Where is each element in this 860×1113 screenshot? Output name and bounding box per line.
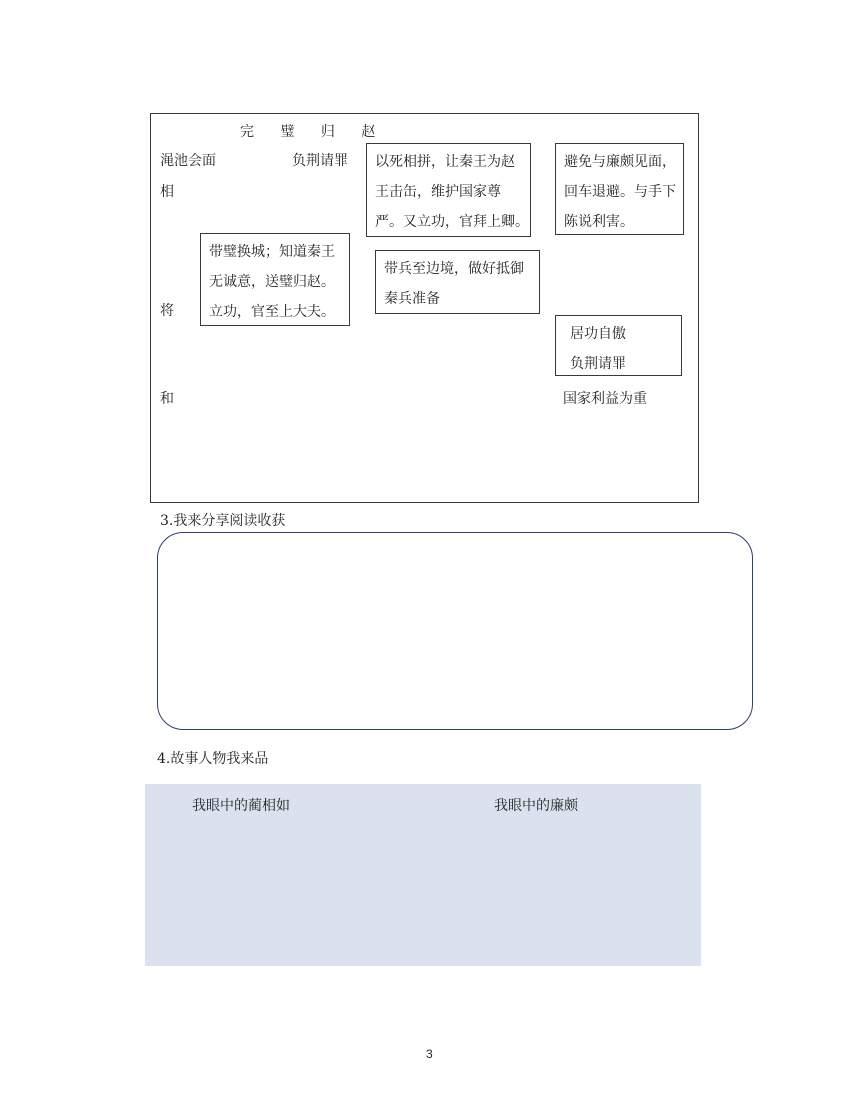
box-line: 带璧换城；知道秦王 bbox=[209, 244, 335, 260]
box-line: 严。又立功，官拜上卿。 bbox=[375, 214, 529, 230]
box-line: 以死相拼，让秦王为赵 bbox=[375, 154, 515, 170]
label-xiang: 相 bbox=[160, 184, 174, 200]
label-he: 和 bbox=[160, 391, 174, 407]
box-line: 无诚意，送璧归赵。 bbox=[209, 274, 335, 290]
box-line: 立功，官至上大夫。 bbox=[209, 304, 335, 320]
box-xiangru-bi bbox=[200, 233, 350, 326]
box-line: 王击缶，维护国家尊 bbox=[375, 184, 501, 200]
label-lianpo-review: 我眼中的廉颇 bbox=[494, 798, 578, 814]
title-char: 赵 bbox=[361, 124, 376, 140]
box-lianpo-border bbox=[375, 250, 540, 314]
box-line: 秦兵准备 bbox=[384, 291, 440, 307]
box-line: 避免与廉颇见面， bbox=[564, 154, 676, 170]
diagram-title bbox=[240, 121, 375, 141]
label-xiangru-review: 我眼中的蔺相如 bbox=[192, 798, 290, 814]
box-lianpo-proud bbox=[555, 315, 682, 376]
box-line: 陈说利害。 bbox=[564, 214, 634, 230]
label-mianchi: 渑池会面 bbox=[160, 153, 216, 169]
box-xiangru-mianchi bbox=[366, 143, 531, 237]
conclusion-text: 国家利益为重 bbox=[563, 391, 647, 407]
title-char: 璧 bbox=[280, 124, 295, 140]
section4-heading: 4.故事人物我来品 bbox=[157, 751, 269, 767]
box-line: 居功自傲 bbox=[570, 326, 626, 342]
section3-heading: 3.我来分享阅读收获 bbox=[160, 513, 286, 529]
page-number: 3 bbox=[426, 1047, 433, 1061]
box-line: 负荆请罪 bbox=[570, 356, 626, 372]
reading-share-box[interactable] bbox=[157, 532, 753, 730]
title-char: 完 bbox=[240, 124, 254, 140]
box-xiangru-avoid bbox=[555, 143, 684, 235]
box-line: 带兵至边境，做好抵御 bbox=[384, 261, 524, 277]
label-jiang: 将 bbox=[160, 303, 174, 319]
label-fujing: 负荆请罪 bbox=[292, 153, 348, 169]
box-line: 回车退避。与手下 bbox=[564, 184, 676, 200]
title-char: 归 bbox=[320, 124, 335, 140]
